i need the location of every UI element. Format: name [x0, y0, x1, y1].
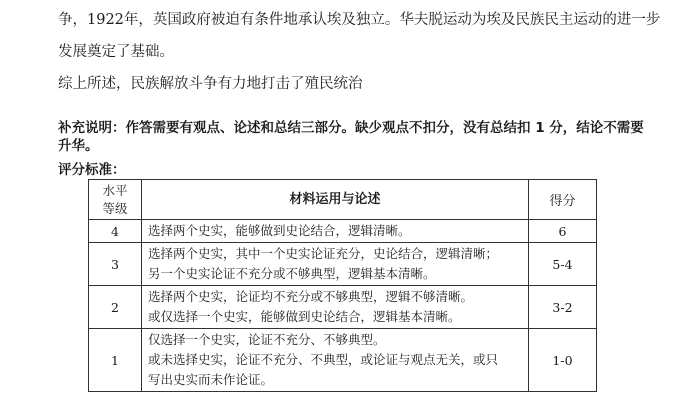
description-line: 或未选择史实，论证不充分、不典型，或论证与观点无关，或只 — [148, 352, 499, 367]
table-row — [89, 220, 597, 243]
level-header-line-1: 水平 — [102, 182, 128, 198]
paragraph-line-2: 发展奠定了基础。 — [58, 44, 174, 60]
description-header: 材料运用与论述 — [142, 180, 529, 220]
level-header — [89, 180, 142, 220]
level-cell: 4 — [89, 220, 142, 243]
description-line: 仅选择一个史实，论证不充分、不够典型。 — [148, 332, 386, 347]
level-cell: 2 — [89, 286, 142, 329]
conclusion-line: 综上所述，民族解放斗争有力地打击了殖民统治 — [58, 76, 363, 92]
score-cell: 5-4 — [529, 243, 597, 286]
table-row — [89, 329, 597, 392]
description-cell — [142, 286, 529, 329]
table-header-row — [89, 180, 597, 220]
score-header: 得分 — [529, 180, 597, 220]
description-cell — [142, 220, 529, 243]
supplementary-note: 补充说明：作答需要有观点、论述和总结三部分。缺少观点不扣分，没有总结扣 1 分，结论不需要升华。 — [58, 120, 644, 154]
table-row — [89, 286, 597, 329]
level-cell: 3 — [89, 243, 142, 286]
description-line: 选择两个史实，能够做到史论结合，逻辑清晰。 — [148, 223, 411, 238]
description-cell — [142, 329, 529, 392]
description-cell — [142, 243, 529, 286]
level-header-line-2: 等级 — [102, 200, 128, 216]
scoring-table — [88, 179, 597, 392]
scoring-standard-title: 评分标准： — [58, 162, 126, 178]
description-line: 选择两个史实，其中一个史实论证充分，史论结合，逻辑清晰； — [148, 246, 499, 261]
level-cell: 1 — [89, 329, 142, 392]
table-row — [89, 243, 597, 286]
paragraph-line-1: 争，1922年，英国政府被迫有条件地承认埃及独立。华夫脱运动为埃及民族民主运动的进一步 — [58, 12, 661, 28]
description-line: 或仅选择一个史实，能够做到史论结合，逻辑基本清晰。 — [148, 309, 461, 324]
score-cell: 1-0 — [529, 329, 597, 392]
score-cell: 6 — [529, 220, 597, 243]
description-line: 另一个史实论证不充分或不够典型，逻辑基本清晰。 — [148, 266, 436, 281]
description-line: 写出史实而未作论证。 — [148, 372, 274, 387]
description-line: 选择两个史实，论证均不充分或不够典型，逻辑不够清晰。 — [148, 289, 474, 304]
score-cell: 3-2 — [529, 286, 597, 329]
